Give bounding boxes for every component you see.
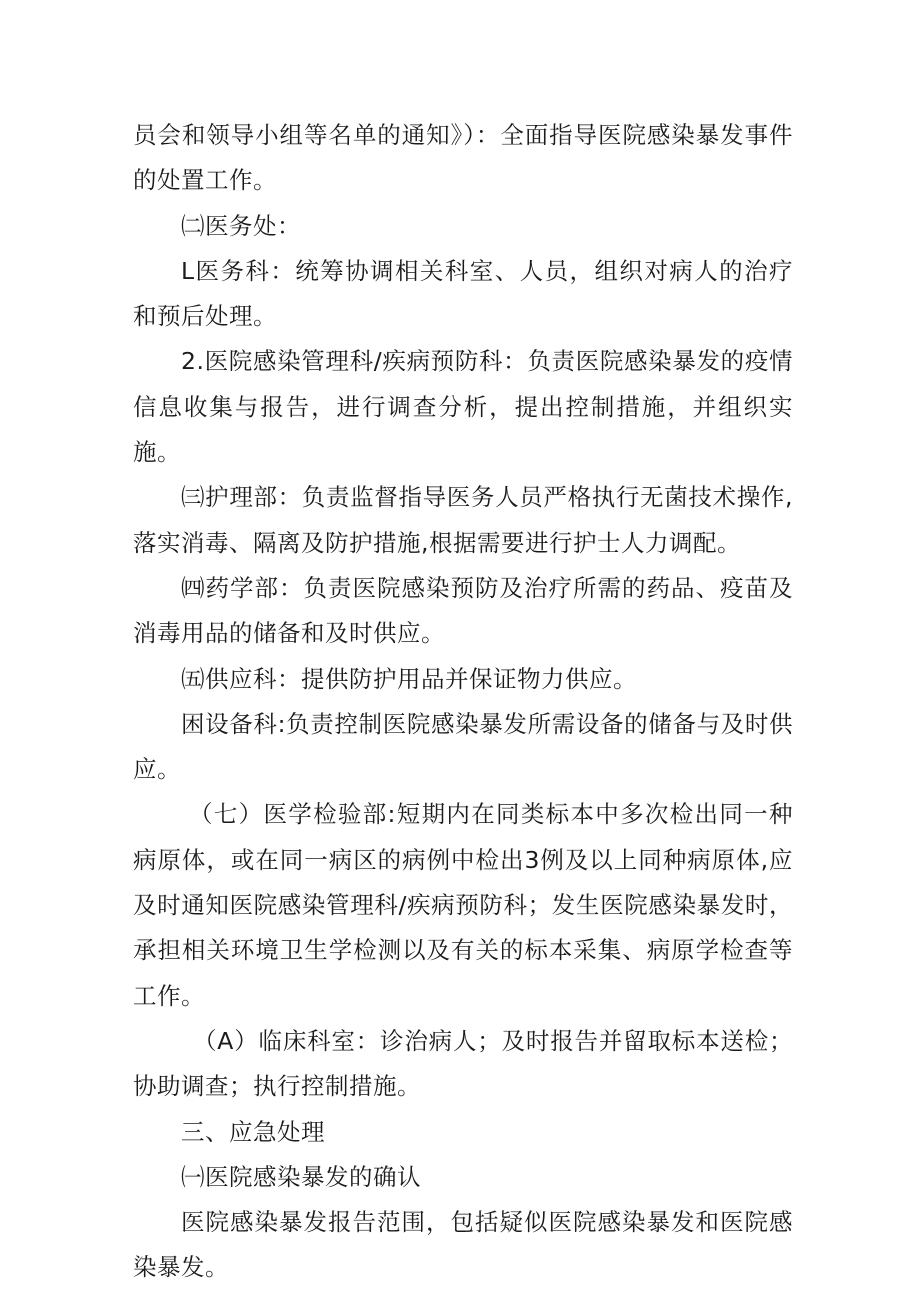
paragraph-laboratory-department: （七）医学检验部:短期内在同类标本中多次检出同一种病原体，或在同一病区的病例中检出3例及以上同种病原体,应及时通知医院感染管理科/疾病预防科；发生医院感染暴发时，承担相关环境卫生学检测以及有关的标本采集、病原学检查等工作。 [133, 800, 793, 1010]
document-body [133, 113, 793, 1291]
paragraph-report-scope: 医院感染暴发报告范围，包括疑似医院感染暴发和医院感染暴发。 [133, 1208, 793, 1282]
paragraph-infection-control: 2.医院感染管理科/疾病预防科：负责医院感染暴发的疫情信息收集与报告，进行调查分析，提出控制措施，并组织实施。 [133, 347, 793, 467]
paragraph-supply-department: ㈤供应科：提供防护用品并保证物力供应。 [181, 664, 637, 693]
subheading-outbreak-confirmation: ㈠医院感染暴发的确认 [181, 1162, 421, 1191]
paragraph-clinical-departments: （A）临床科室：诊治病人；及时报告并留取标本送检；协助调查；执行控制措施。 [133, 1026, 793, 1101]
section-heading-emergency-response: 三、应急处理 [181, 1117, 325, 1146]
paragraph-pharmacy-department: ㈣药学部：负责医院感染预防及治疗所需的药品、疫苗及消毒用品的储备和及时供应。 [133, 573, 793, 648]
paragraph-equipment-department: 困设备科:负责控制医院感染暴发所需设备的储备与及时供应。 [133, 709, 793, 784]
paragraph-nursing-department: ㈢护理部：负责监督指导医务人员严格执行无菌技术操作,落实消毒、隔离及防护措施,根据需要进行护士人力调配。 [133, 483, 793, 557]
paragraph-medical-affairs-heading: ㈡医务处： [181, 211, 301, 240]
paragraph-notice-continuation: 员会和领导小组等名单的通知》）：全面指导医院感染暴发事件的处置工作。 [133, 121, 793, 195]
paragraph-medical-department: L医务科：统筹协调相关科室、人员，组织对病人的治疗和预后处理。 [133, 256, 793, 331]
